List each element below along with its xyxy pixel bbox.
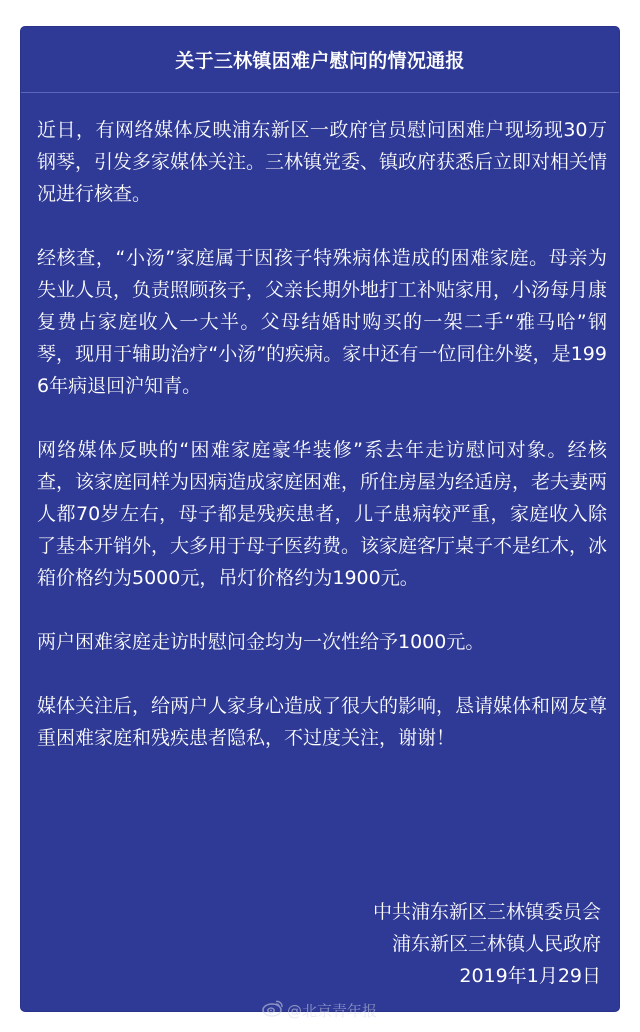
watermark-text: @北京青年报 xyxy=(287,1001,378,1020)
paragraph-4: 两户困难家庭走访时慰问金均为一次性给予1000元。 xyxy=(37,631,485,653)
paragraph-2: 经核查，“小汤”家庭属于因孩子特殊病体造成的困难家庭。母亲为失业人员，负责照顾孩子，父亲长期外地打工补贴家用，小汤每月康复费占家庭收入一大半。父母结婚时购买的一架二手“雅马哈”钢琴，现用于辅助治疗“小汤”的疾病。家中还有一位同住外婆，是1996年病退回沪知青。 xyxy=(37,247,608,397)
signature-org-party-committee: 中共浦东新区三林镇委员会 xyxy=(372,901,601,923)
notice-body xyxy=(37,114,607,786)
title-divider xyxy=(21,92,619,93)
notice-title: 关于三林镇困难户慰问的情况通报 xyxy=(175,50,465,72)
signature-org-government: 浦东新区三林镇人民政府 xyxy=(391,933,601,955)
paragraph-3: 网络媒体反映的“困难家庭豪华装修”系去年走访慰问对象。经核查，该家庭同样为因病造成家庭困难，所住房屋为经适房，老夫妻两人都70岁左右，母子都是残疾患者，儿子患病较严重，家庭收入除了基本开销外，大多用于母子医药费。该家庭客厅桌子不是红木，冰箱价格约为5000元，吊灯价格约为1900元。 xyxy=(37,439,608,589)
signature-date: 2019年1月29日 xyxy=(459,965,601,987)
paragraph-1: 近日，有网络媒体反映浦东新区一政府官员慰问困难户现场现30万钢琴，引发多家媒体关注。三林镇党委、镇政府获悉后立即对相关情况进行核查。 xyxy=(37,119,608,205)
paragraph-5: 媒体关注后，给两户人家身心造成了很大的影响，恳请媒体和网友尊重困难家庭和残疾患者隐私，不过度关注，谢谢！ xyxy=(37,695,608,749)
signature-block xyxy=(373,896,601,992)
notice-panel xyxy=(20,26,620,1012)
